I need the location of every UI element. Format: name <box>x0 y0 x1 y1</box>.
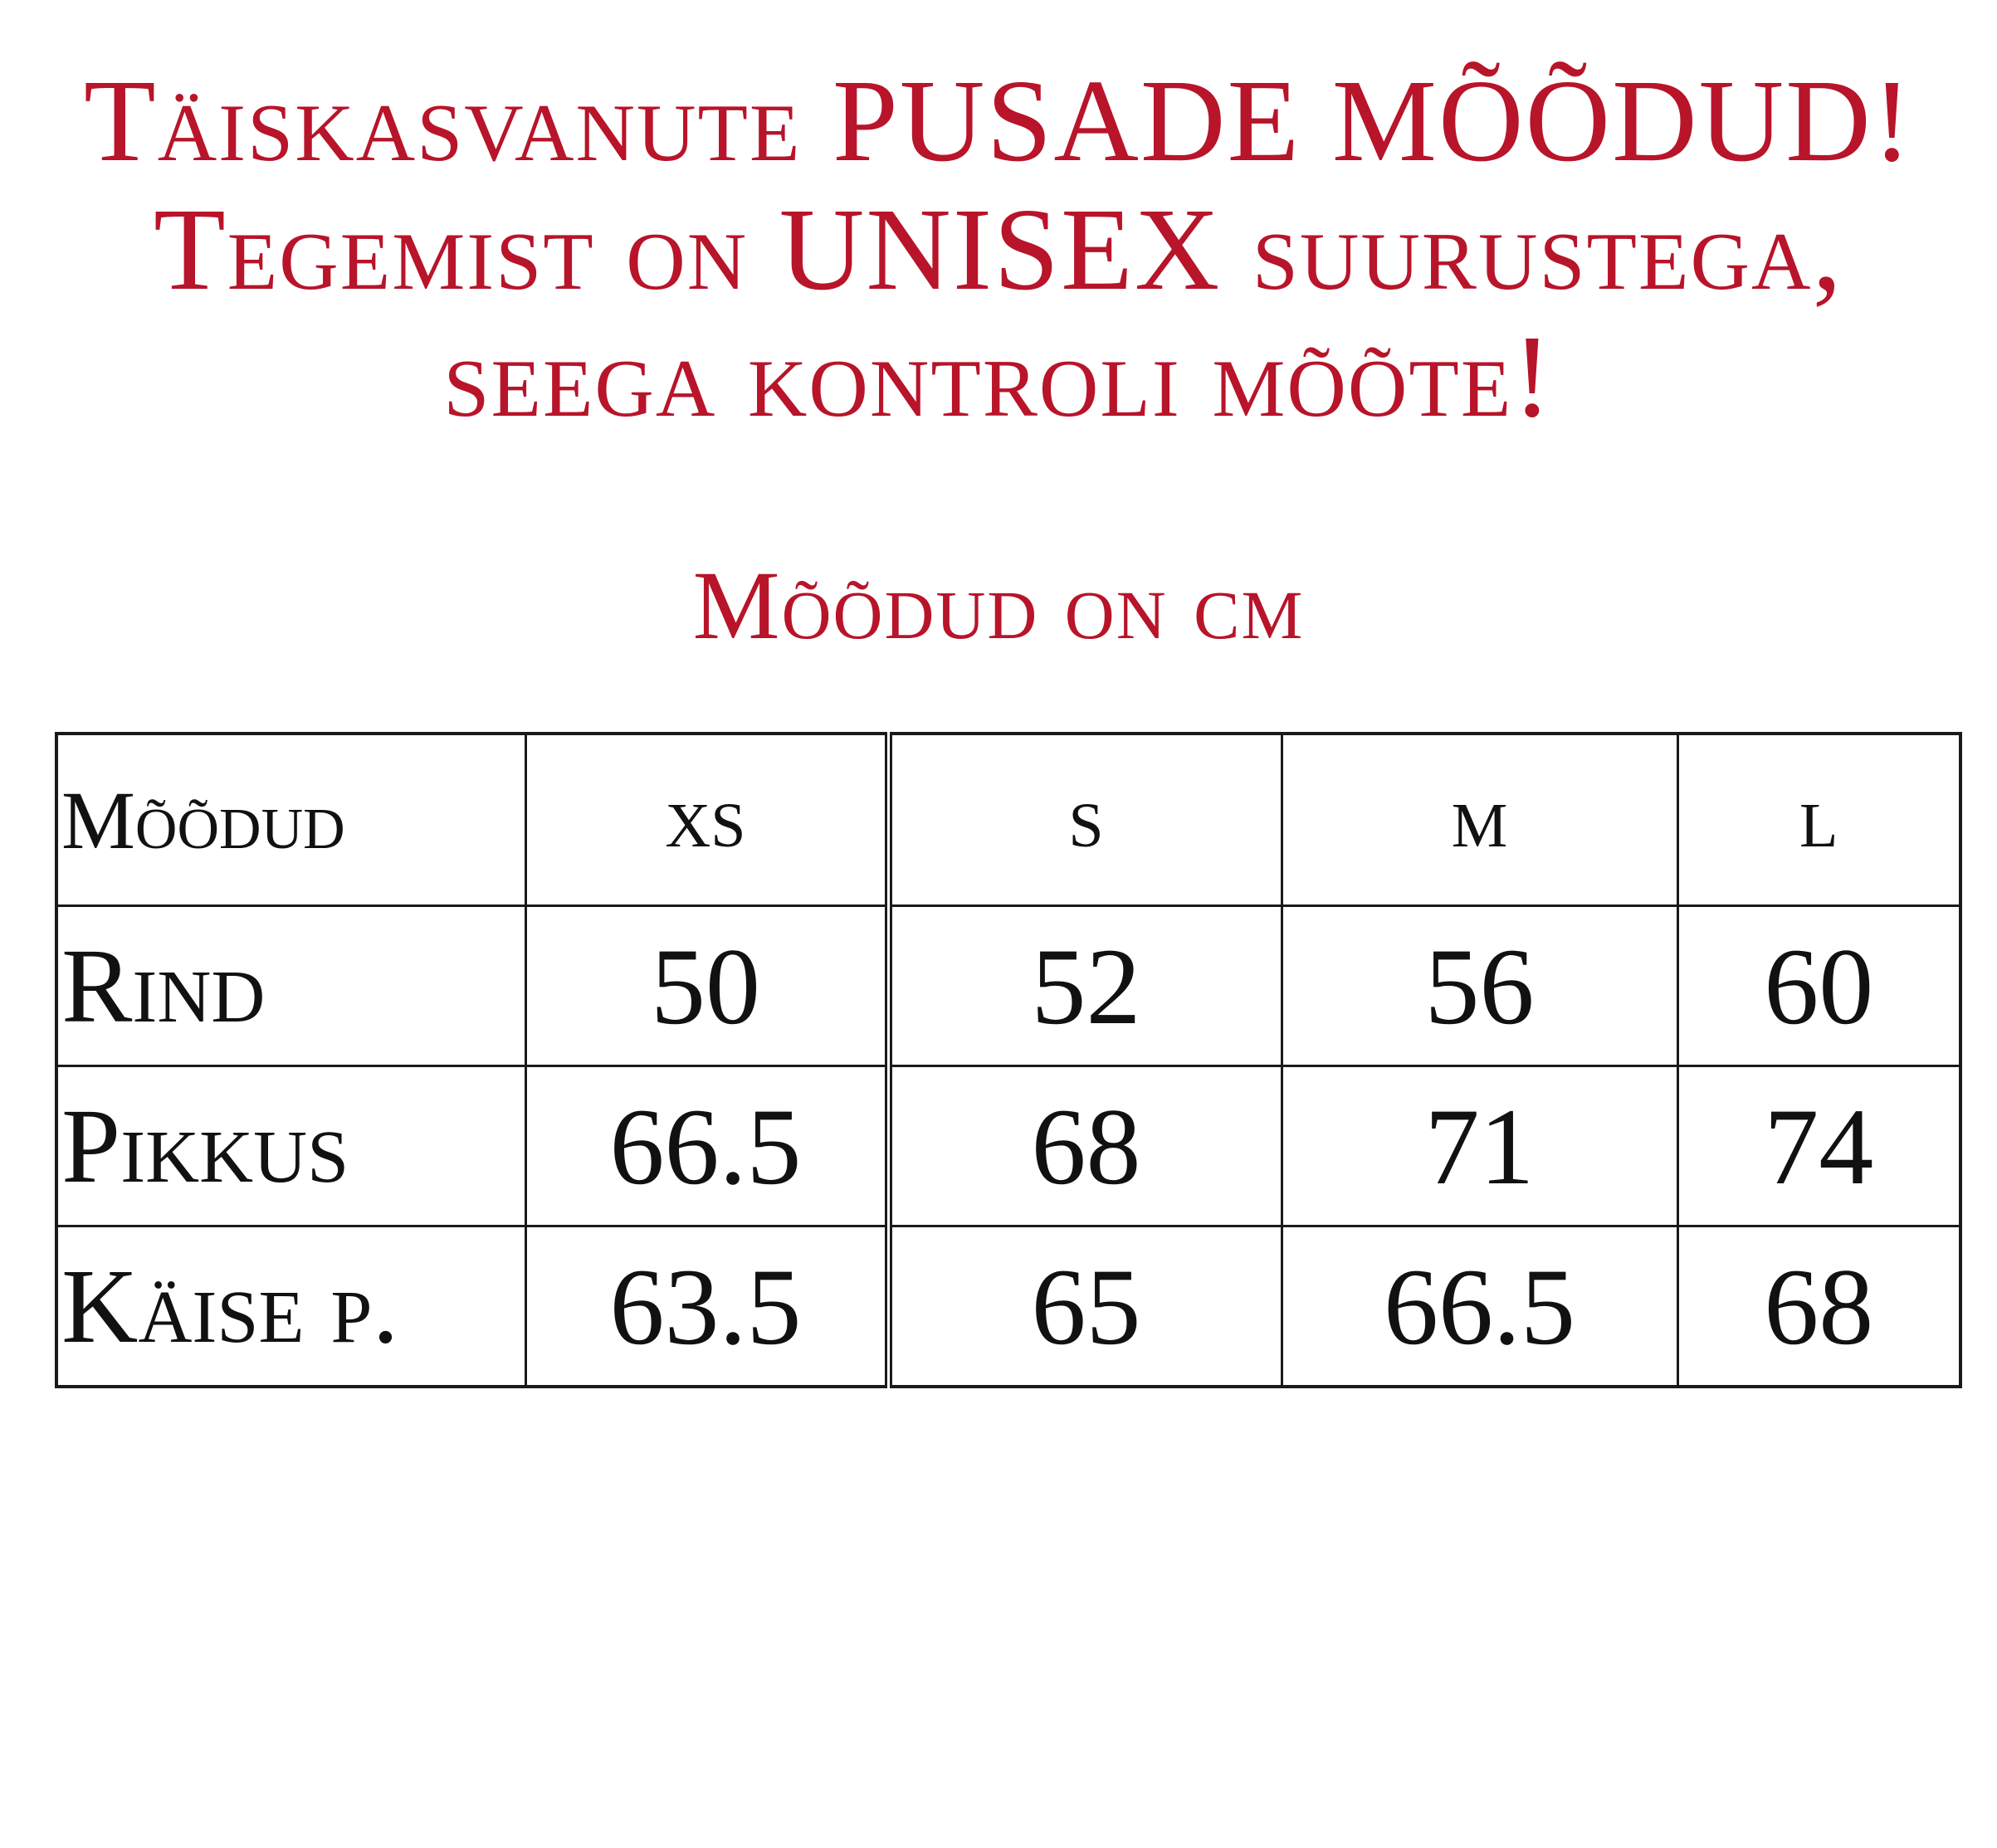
size-header-l: L <box>1677 734 1960 906</box>
header-label-cell: Mõõdud <box>56 734 525 906</box>
value-cell: 71 <box>1282 1066 1677 1226</box>
row-label-pikkus: Pikkus <box>56 1066 525 1226</box>
value-cell: 74 <box>1677 1066 1960 1226</box>
value-cell: 66.5 <box>525 1066 888 1226</box>
table-row <box>56 1226 1960 1387</box>
title-line-1: Täiskasvanute PUSADE MÕÕDUD! <box>83 55 1914 186</box>
value-cell: 50 <box>525 906 888 1066</box>
value-cell: 65 <box>888 1226 1282 1387</box>
value-cell: 60 <box>1677 906 1960 1066</box>
value-cell: 66.5 <box>1282 1226 1677 1387</box>
units-note: Mõõdud on cm <box>692 551 1305 660</box>
value-cell: 56 <box>1282 906 1677 1066</box>
value-cell: 68 <box>1677 1226 1960 1387</box>
row-label-rind: Rind <box>56 906 525 1066</box>
table-header-row <box>56 734 1960 906</box>
value-cell: 63.5 <box>525 1226 888 1387</box>
table-row <box>56 906 1960 1066</box>
table-row <box>56 1066 1960 1226</box>
size-table <box>55 732 1962 1388</box>
title-line-3: seega kontroli mõõte! <box>443 310 1554 441</box>
size-header-m: M <box>1282 734 1677 906</box>
title-line-2: Tegemist on UNISEX suurustega, <box>154 183 1843 315</box>
size-header-s: S <box>888 734 1282 906</box>
value-cell: 68 <box>888 1066 1282 1226</box>
row-label-kaise: Käise p. <box>56 1226 525 1387</box>
value-cell: 52 <box>888 906 1282 1066</box>
size-header-xs: XS <box>525 734 888 906</box>
